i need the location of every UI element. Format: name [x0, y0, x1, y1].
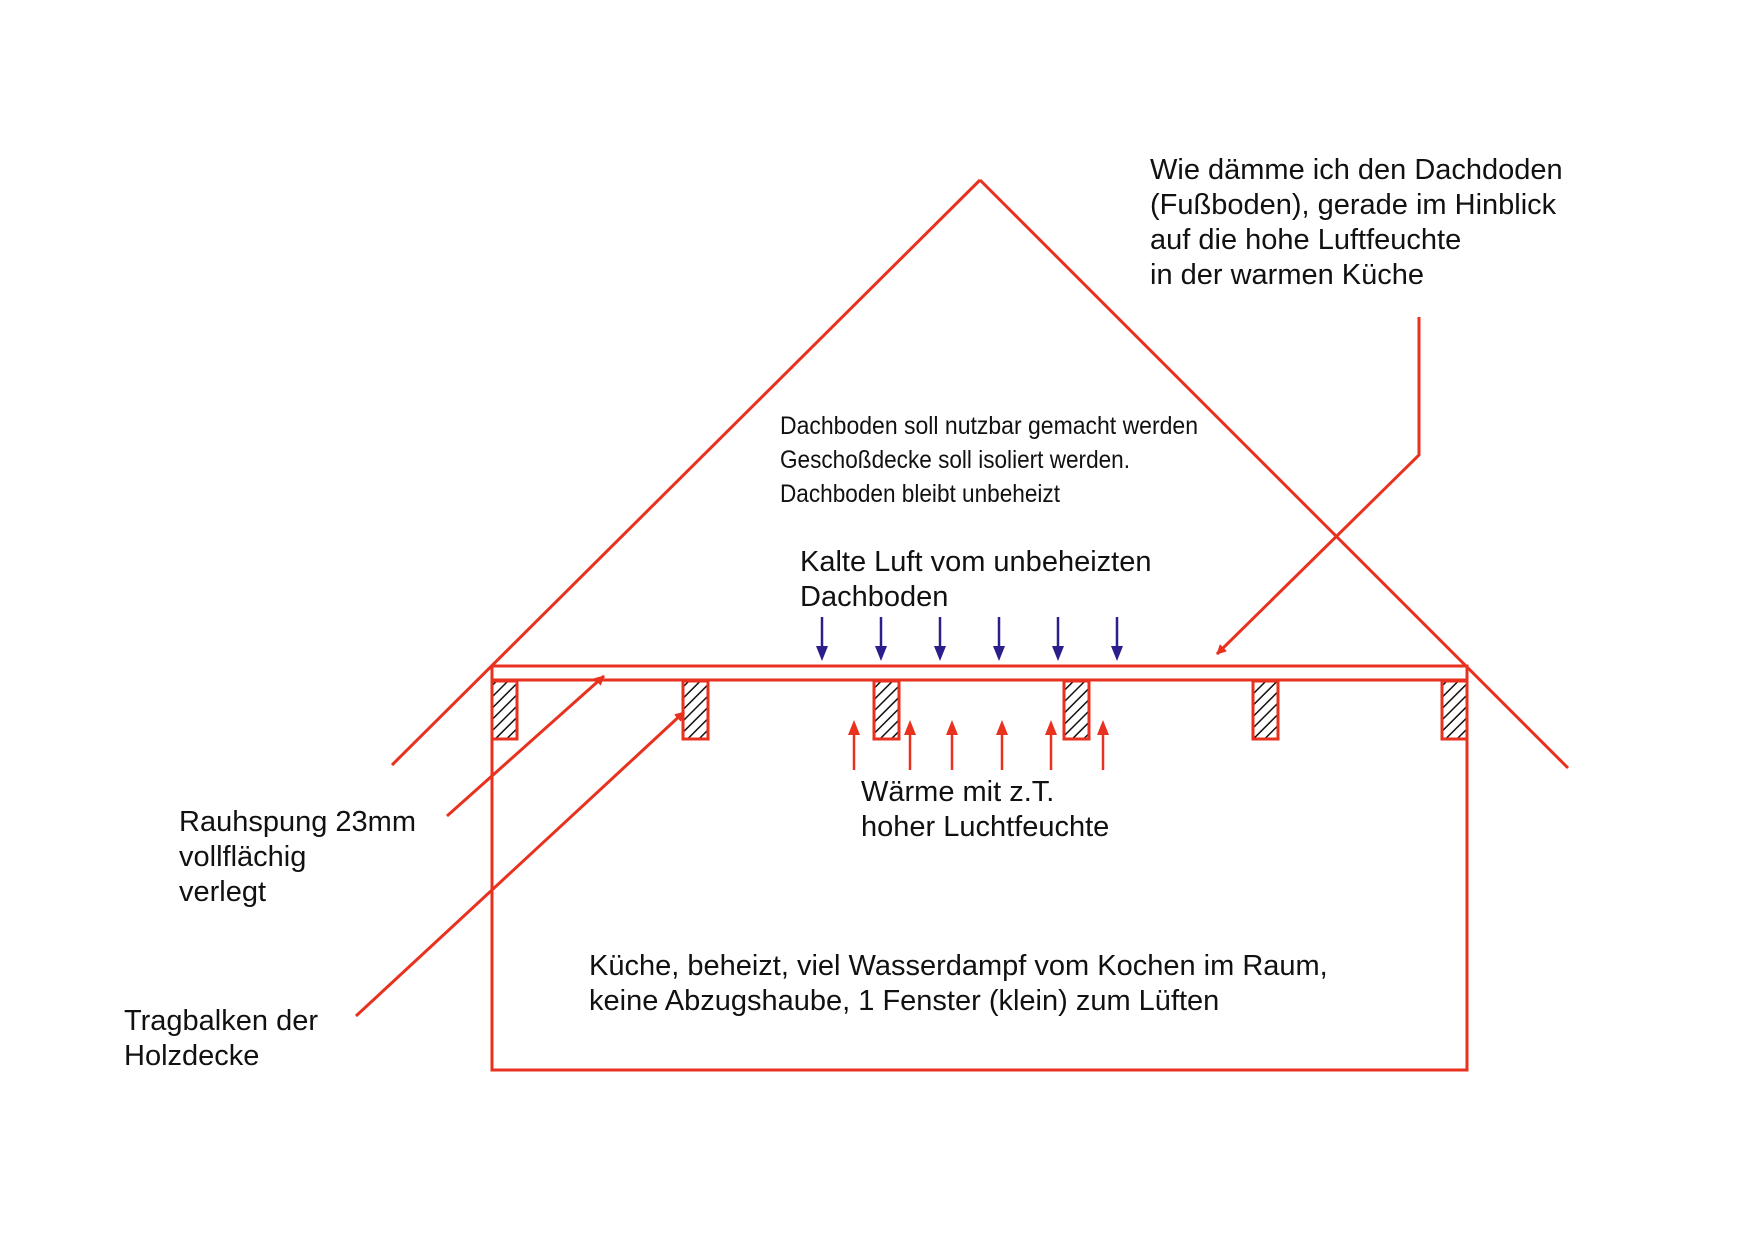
hatched-beam-icon [683, 681, 708, 739]
attic-notes [780, 446, 1168, 474]
warmth-line: Wärme mit z.T. [861, 776, 1055, 808]
question-line: (Fußboden), gerade im Hinblick [1150, 189, 1557, 221]
beams [492, 681, 1467, 739]
cold-air-label [800, 546, 1160, 613]
cold-air-line: Dachboden [800, 581, 949, 613]
cold-air-line: Kalte Luft vom unbeheizten [800, 546, 1152, 578]
question-leader [1217, 317, 1419, 654]
warmth-label [861, 776, 1109, 843]
hatched-beam-icon [1253, 681, 1278, 739]
boards-line: Rauhspung 23mm [179, 806, 416, 838]
beams-line: Holzdecke [124, 1040, 260, 1072]
arrow-up-icon [904, 720, 916, 770]
arrow-up-icon [848, 720, 860, 770]
arrow-down-icon [993, 617, 1005, 661]
arrow-up-icon [946, 720, 958, 770]
boards-label [179, 806, 424, 908]
kitchen-line: Küche, beheizt, viel Wasserdampf vom Kochen im Raum, [589, 950, 1328, 982]
arrow-up-icon [1045, 720, 1057, 770]
hatched-beam-icon [492, 681, 517, 739]
arrow-down-icon [816, 617, 828, 661]
question-text [1150, 154, 1571, 291]
question-line: auf die hohe Luftfeuchte [1150, 224, 1462, 256]
beams-line: Tragbalken der [124, 1005, 318, 1037]
warmth-line: hoher Luchtfeuchte [861, 811, 1110, 843]
attic-note-line: Geschoßdecke soll isoliert werden. [780, 446, 1168, 474]
question-line: in der warmen Küche [1150, 259, 1425, 291]
kitchen-line: keine Abzugshaube, 1 Fenster (klein) zum Lüften [589, 985, 1220, 1017]
hatched-beam-icon [1064, 681, 1089, 739]
hatched-beam-icon [1442, 681, 1467, 739]
arrow-up-icon [996, 720, 1008, 770]
arrow-down-icon [875, 617, 887, 661]
attic-note-line: Dachboden bleibt unbeheizt [780, 480, 1090, 508]
boards-leader [447, 676, 604, 816]
hatched-beam-icon [874, 681, 899, 739]
arrow-down-icon [934, 617, 946, 661]
cold-air-arrows [816, 617, 1123, 661]
boards-line: verlegt [179, 876, 267, 908]
attic-notes [780, 412, 1235, 440]
attic-note-line: Dachboden soll nutzbar gemacht werden [780, 412, 1235, 440]
question-line: Wie dämme ich den Dachdoden [1150, 154, 1563, 186]
attic-notes [780, 480, 1090, 508]
arrow-down-icon [1111, 617, 1123, 661]
boards-line: vollflächig [179, 841, 307, 873]
beams-label [124, 1005, 326, 1072]
ceiling-boards [492, 666, 1467, 680]
arrow-up-icon [1097, 720, 1109, 770]
arrow-down-icon [1052, 617, 1064, 661]
kitchen-label [589, 950, 1336, 1017]
